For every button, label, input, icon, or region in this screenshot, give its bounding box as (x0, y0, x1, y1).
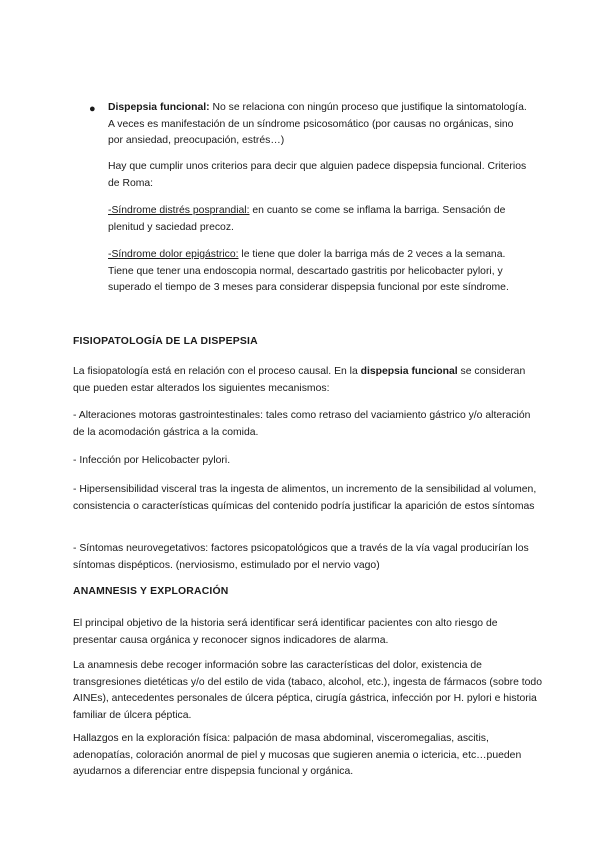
criterion-2 (108, 247, 528, 297)
criterion-2-label: -Síndrome dolor epigástrico: (108, 249, 239, 260)
anamnesis-p1: El principal objetivo de la historia será identificar será identificar pacientes con alto riesgo de presentar causa orgánica y reconocer signos indicadores de alarma. (73, 618, 498, 646)
fisio-item-4: - Síntomas neurovegetativos: factores psicopatológicos que a través de la vía vagal producirían los síntomas dispépticos. (nerviosismo, estimulado por el nervio vago) (73, 543, 529, 571)
fisio-intro-bold: dispepsia funcional (360, 366, 458, 377)
criterion-2-text: le tiene que doler la barriga más de 2 veces a la semana. Tiene que tener una endoscopia normal, descartado gastritis por helicobacter pylori, y superado el tiempo de 3 meses para considerar dispepsia funcional por este síndrome. (108, 249, 509, 294)
anamnesis-p2: La anamnesis debe recoger información sobre las características del dolor, existencia de transgresiones dietéticas y/o del estilo de vida (tabaco, alcohol, etc.), ingesta de fármacos (sobre todo AINEs), antecedentes personales de úlcera péptica, cirugía gástrica, infección por H. pylori e historia familiar de úlcera péptica. (73, 660, 542, 721)
fisio-heading: FISIOPATOLOGÍA DE LA DISPEPSIA (73, 336, 258, 347)
criteria-intro: Hay que cumplir unos criterios para decir que alguien padece dispepsia funcional. Criterios de Roma: (108, 161, 527, 189)
anamnesis-p3: Hallazgos en la exploración física: palpación de masa abdominal, visceromegalias, ascitis, adenopatías, coloración anormal de piel y mucosas que sugieren anemia o ictericia, etc…pueden ayudarnos a diferenciar entre dispepsia funcional y orgánica. (73, 733, 522, 778)
fisio-item-3: - Hipersensibilidad visceral tras la ingesta de alimentos, un incremento de la sensibilidad al volumen, consistencia o características químicas del contenido podría justificar la aparición de estos síntomas (73, 484, 537, 512)
criterion-1-text: en cuanto se come se inflama la barriga. Sensación de plenitud y saciedad precoz. (108, 205, 506, 233)
bullet-term: Dispepsia funcional: (108, 102, 210, 113)
fisio-intro-after: se consideran que pueden estar alterados los siguientes mecanismos: (73, 366, 526, 394)
bullet-dot-icon: ● (89, 103, 96, 115)
fisio-item-1: - Alteraciones motoras gastrointestinales: tales como retraso del vaciamiento gástrico y/o alteración de la acomodación gástrica a la comida. (73, 410, 531, 438)
bullet-text: No se relaciona con ningún proceso que justifique la sintomatología. A veces es manifestación de un síndrome psicosomático (por causas no orgánicas, sino por ansiedad, preocupación, estrés…) (108, 102, 527, 147)
criterion-1-label: -Síndrome distrés posprandial: (108, 205, 250, 216)
fisio-item-2: - Infección por Helicobacter pylori. (73, 455, 231, 466)
criterion-1 (108, 203, 528, 236)
bullet-paragraph (108, 100, 528, 150)
fisio-intro-before: La fisiopatología está en relación con el proceso causal. En la (73, 366, 361, 377)
fisio-intro (73, 364, 543, 397)
anamnesis-heading: ANAMNESIS Y EXPLORACIÓN (73, 586, 229, 597)
